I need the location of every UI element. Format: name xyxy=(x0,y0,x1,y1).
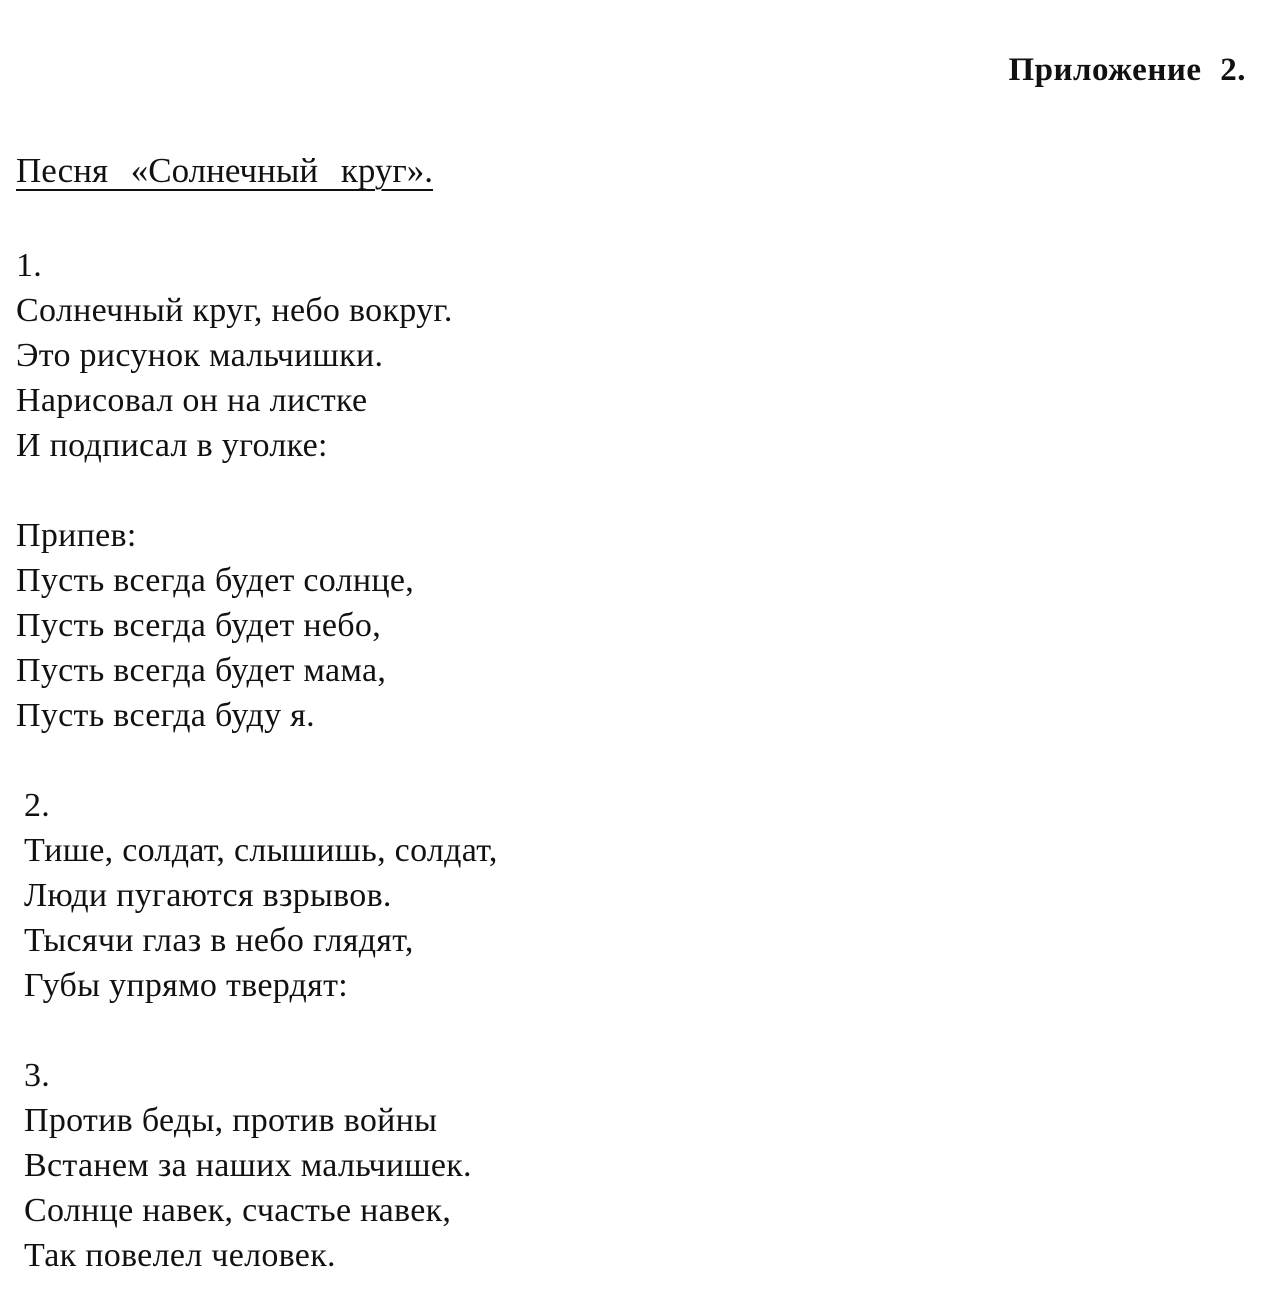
lyric-line: Пусть всегда будет солнце, xyxy=(16,562,415,599)
appendix-label: Приложение 2. xyxy=(1008,52,1246,88)
verse-1-number: 1. xyxy=(16,247,43,284)
lyric-line: Солнечный круг, небо вокруг. xyxy=(16,292,453,329)
lyric-line: Пусть всегда будет мама, xyxy=(16,652,387,689)
lyric-line: Губы упрямо твердят: xyxy=(24,967,349,1004)
lyric-line: И подписал в уголке: xyxy=(16,427,328,464)
verse-3-number: 3. xyxy=(24,1057,51,1094)
lyric-line: Нарисовал он на листке xyxy=(16,382,368,419)
lyric-line: Солнце навек, счастье навек, xyxy=(24,1192,452,1229)
lyric-line: Встанем за наших мальчишек. xyxy=(24,1147,472,1184)
lyric-line: Пусть всегда буду я. xyxy=(16,697,315,734)
verse-3 xyxy=(16,1053,1246,1278)
lyric-line: Так повелел человек. xyxy=(24,1237,336,1274)
song-title: Песня «Солнечный круг». xyxy=(16,151,434,190)
lyric-line: Люди пугаются взрывов. xyxy=(24,877,392,914)
verse-2-number: 2. xyxy=(24,787,51,824)
lyric-line: Это рисунок мальчишки. xyxy=(16,337,384,374)
lyric-line: Тысячи глаз в небо глядят, xyxy=(24,922,414,959)
lyric-line: Пусть всегда будет небо, xyxy=(16,607,381,644)
lyric-line: Тише, солдат, слышишь, солдат, xyxy=(24,832,498,869)
chorus xyxy=(16,513,1246,738)
verse-2 xyxy=(16,783,1246,1008)
chorus-label: Припев: xyxy=(16,517,137,554)
lyric-line: Против беды, против войны xyxy=(24,1102,438,1139)
verse-1 xyxy=(16,243,1246,468)
